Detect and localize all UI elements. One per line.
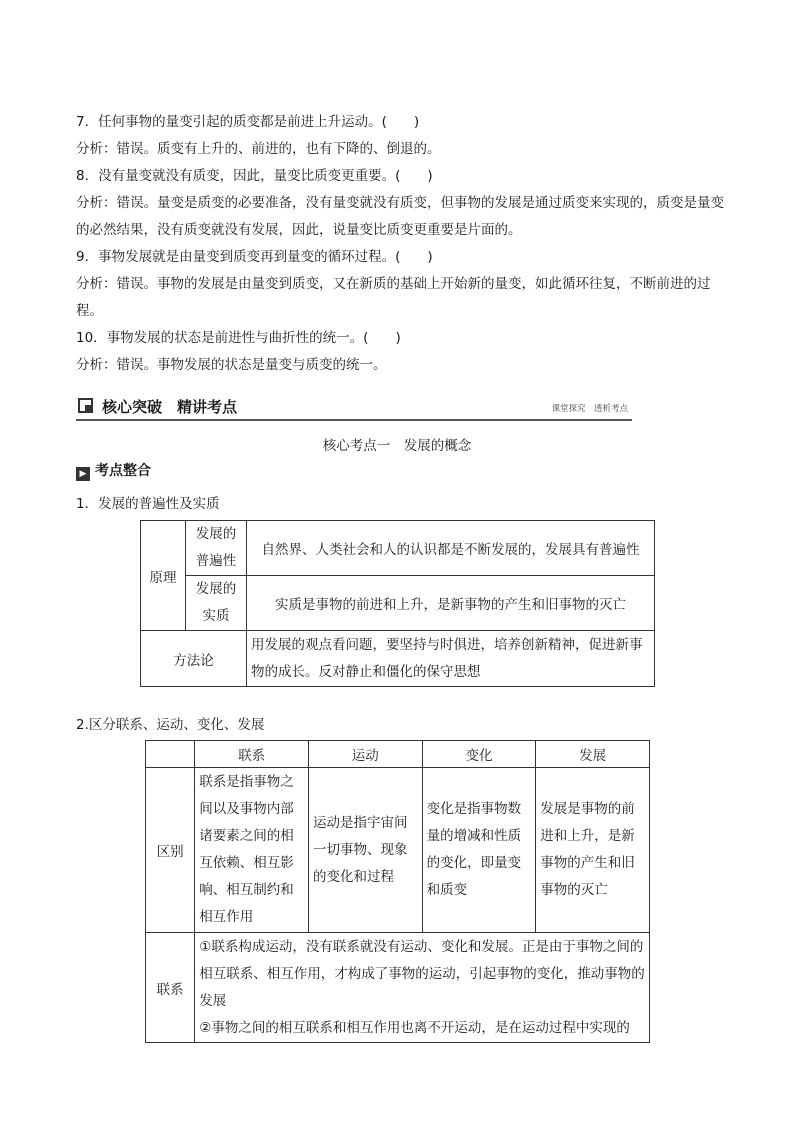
question-7: 7．任何事物的量变引起的质变都是前进上升运动。( ) xyxy=(76,114,420,130)
section-square-icon xyxy=(78,398,93,413)
link-text-1: ①联系构成运动，没有联系就没有运动、变化和发展。正是由于事物之间的相互联系、相互作用，才构成了事物的运动，引起事物的变化，推动事物的发展 xyxy=(199,938,645,1009)
row1-label: 发展的普遍性 xyxy=(186,521,247,576)
sub-heading-label: 考点整合 xyxy=(95,463,151,479)
answer-7: 分析：错误。质变有上升的、前进的，也有下降的、倒退的。 xyxy=(76,141,441,157)
row2-text: 实质是事物的前进和上升，是新事物的产生和旧事物的灭亡 xyxy=(247,576,655,631)
method-text: 用发展的观点看问题，要坚持与时俱进，培养创新精神，促进新事物的成长。反对静止和僵化的保守思想 xyxy=(247,631,655,687)
row1-text: 自然界、人类社会和人的认识都是不断发展的，发展具有普遍性 xyxy=(247,521,655,576)
answer-9: 分析：错误。事物的发展是由量变到质变，又在新质的基础上开始新的量变，如此循环往复，不断前进的过程。 xyxy=(76,276,711,319)
play-triangle-icon: ▶ xyxy=(76,467,90,481)
sub-heading xyxy=(76,460,151,481)
diff-label: 区别 xyxy=(146,768,195,933)
header-empty xyxy=(146,741,195,768)
header-development: 发展 xyxy=(536,741,650,768)
question-9: 9．事物发展就是由量变到质变再到量变的循环过程。( ) xyxy=(76,249,433,265)
topic-title: 核心考点一 发展的概念 xyxy=(322,438,472,454)
diff-change: 变化是指事物数量的增减和性质的变化，即量变和质变 xyxy=(422,768,536,933)
answer-8: 分析：错误。量变是质变的必要准备，没有量变就没有质变，但事物的发展是通过质变来实现的，质变是量变的必然结果，没有质变就没有发展，因此，说量变比质变更重要是片面的。 xyxy=(76,195,724,238)
method-label: 方法论 xyxy=(141,631,247,687)
link-label: 联系 xyxy=(146,933,195,1043)
header-motion: 运动 xyxy=(308,741,422,768)
link-cell xyxy=(195,933,650,1043)
header-change: 变化 xyxy=(422,741,536,768)
header-link: 联系 xyxy=(195,741,309,768)
section-header xyxy=(76,395,632,421)
diff-link: 联系是指事物之间以及事物内部诸要素之间的相互依赖、相互影响、相互制约和相互作用 xyxy=(195,768,309,933)
question-8: 8．没有量变就没有质变，因此，量变比质变更重要。( ) xyxy=(76,168,433,184)
section-title: 核心突破 精讲考点 xyxy=(102,398,238,416)
section-subtitle: 课堂探究 透析考点 xyxy=(551,404,628,414)
link-text-2: ②事物之间的相互联系和相互作用也离不开运动，是在运动过程中实现的 xyxy=(199,1019,630,1036)
question-10: 10．事物发展的状态是前进性与曲折性的统一。( ) xyxy=(76,330,401,346)
development-table xyxy=(140,520,655,687)
diff-development: 发展是事物的前进和上升，是新事物的产生和旧事物的灭亡 xyxy=(536,768,650,933)
item1-title: 1．发展的普遍性及实质 xyxy=(76,496,220,512)
comparison-table xyxy=(145,740,650,1043)
answer-10: 分析：错误。事物发展的状态是量变与质变的统一。 xyxy=(76,357,387,373)
item2-title: 2.区分联系、运动、变化、发展 xyxy=(76,717,265,733)
diff-motion: 运动是指宇宙间一切事物、现象的变化和过程 xyxy=(308,768,422,933)
question-list xyxy=(76,109,726,379)
row2-label: 发展的实质 xyxy=(186,576,247,631)
principle-cell: 原理 xyxy=(141,521,186,631)
